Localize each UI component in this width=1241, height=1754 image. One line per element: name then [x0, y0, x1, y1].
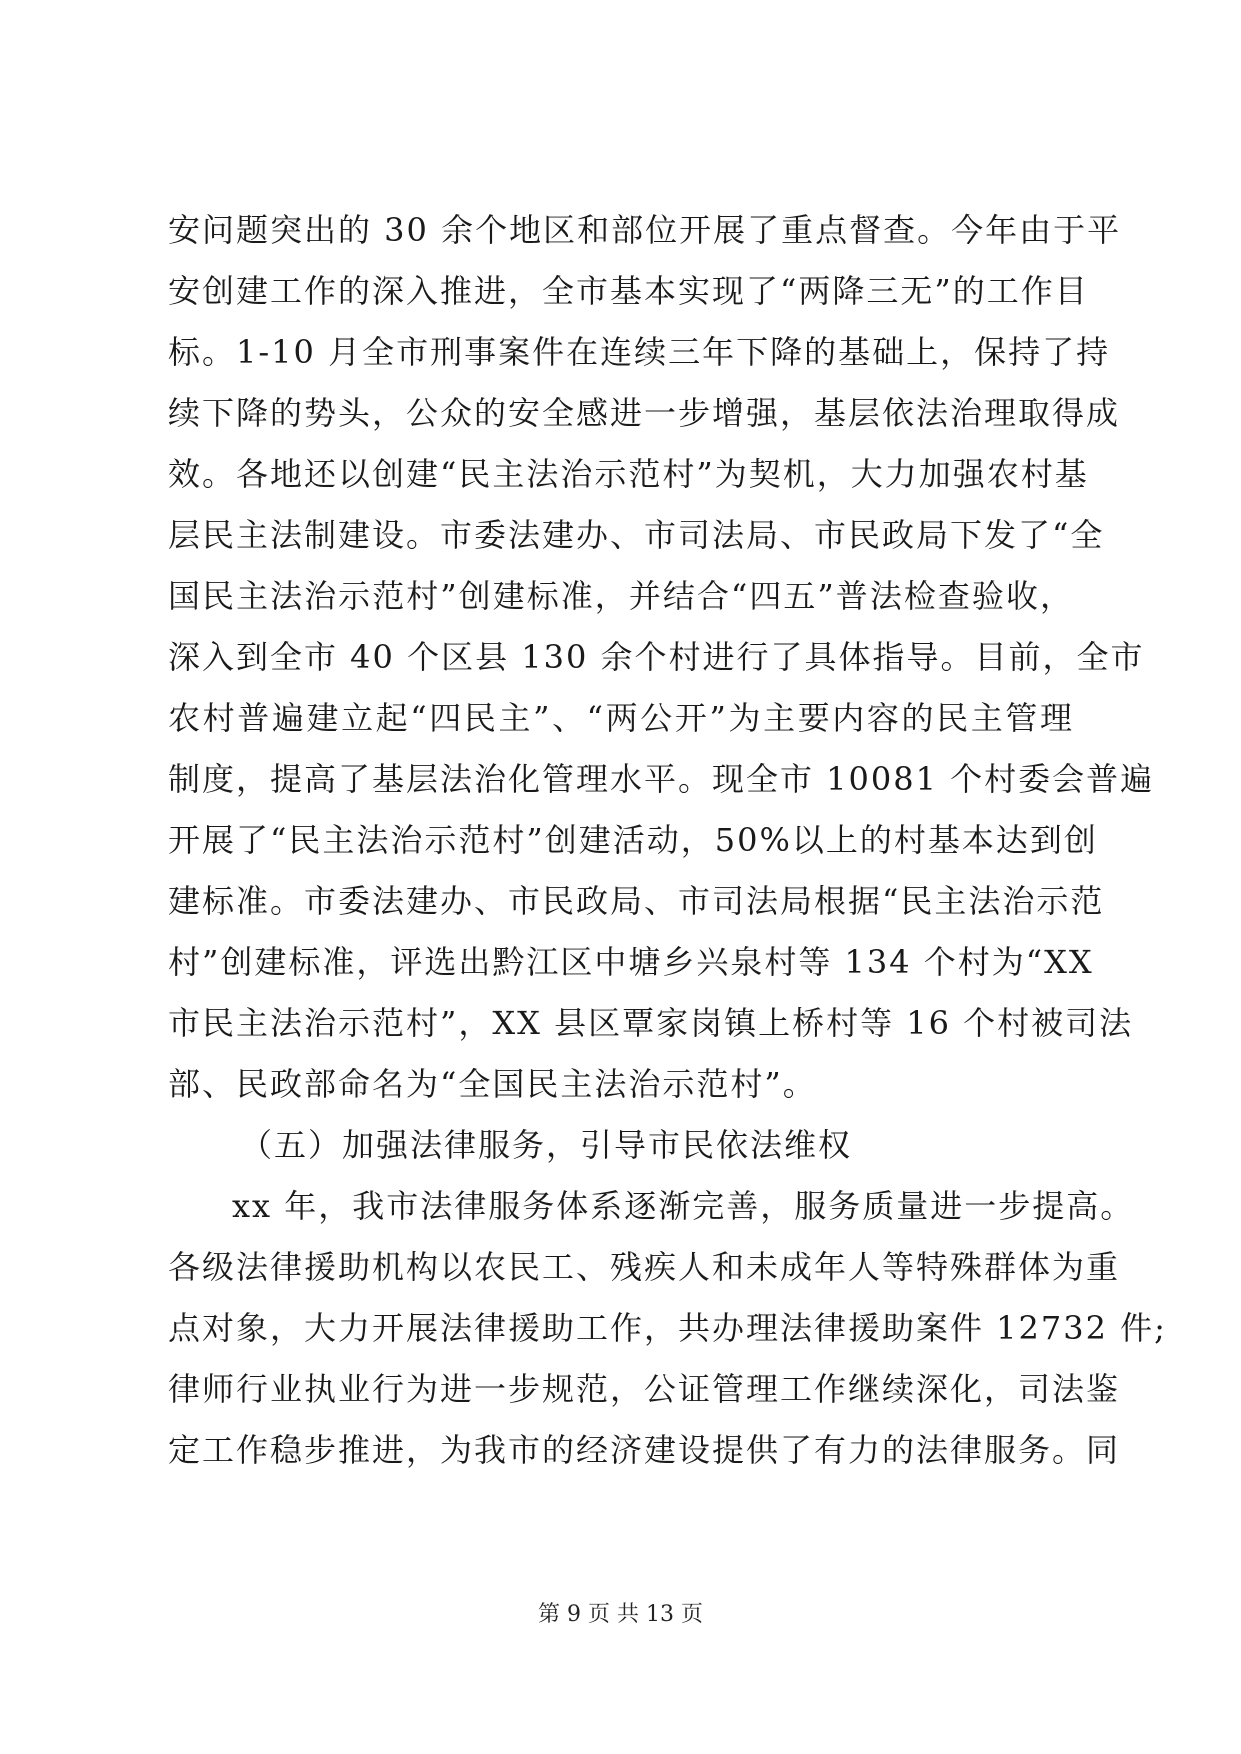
- text-line: xx 年，我市法律服务体系逐渐完善，服务质量进一步提高。: [232, 1187, 1135, 1225]
- text-line: 部、民政部命名为“全国民主法治示范村”。: [168, 1065, 817, 1103]
- text-line: 续下降的势头，公众的安全感进一步增强，基层依法治理取得成: [168, 394, 1121, 432]
- text-line: 国民主法治示范村”创建标准，并结合“四五”普法检查验收，: [168, 577, 1074, 615]
- text-line: 市民主法治示范村”，XX 县区覃家岗镇上桥村等 16 个村被司法: [168, 1004, 1134, 1042]
- text-line: 安创建工作的深入推进，全市基本实现了“两降三无”的工作目: [168, 272, 1089, 310]
- page-number-footer: 第 9 页 共 13 页: [538, 1602, 703, 1627]
- text-line: 层民主法制建设。市委法建办、市司法局、市民政局下发了“全: [168, 516, 1105, 554]
- text-line: 深入到全市 40 个区县 130 余个村进行了具体指导。目前，全市: [168, 638, 1145, 676]
- text-line: 安问题突出的 30 余个地区和部位开展了重点督查。今年由于平: [168, 211, 1122, 249]
- text-line: 农村普遍建立起“四民主”、“两公开”为主要内容的民主管理: [168, 699, 1074, 737]
- text-line: 制度，提高了基层法治化管理水平。现全市 10081 个村委会普遍: [168, 760, 1155, 798]
- text-line: 各级法律援助机构以农民工、残疾人和未成年人等特殊群体为重: [168, 1248, 1121, 1286]
- text-line: 效。各地还以创建“民主法治示范村”为契机，大力加强农村基: [168, 455, 1089, 493]
- text-line: 开展了“民主法治示范村”创建活动，50%以上的村基本达到创: [168, 821, 1098, 859]
- text-line: 建标准。市委法建办、市民政局、市司法局根据“民主法治示范: [168, 882, 1105, 920]
- text-line: 点对象，大力开展法律援助工作，共办理法律援助案件 12732 件;: [168, 1309, 1167, 1347]
- text-line: 定工作稳步推进，为我市的经济建设提供了有力的法律服务。同: [168, 1431, 1121, 1469]
- text-line: 律师行业执业行为进一步规范，公证管理工作继续深化，司法鉴: [168, 1370, 1121, 1408]
- text-line: 标。1-10 月全市刑事案件在连续三年下降的基础上，保持了持: [168, 333, 1111, 371]
- text-line: 村”创建标准，评选出黔江区中塘乡兴泉村等 134 个村为“XX: [168, 943, 1094, 981]
- section-heading: （五）加强法律服务，引导市民依法维权: [240, 1126, 853, 1164]
